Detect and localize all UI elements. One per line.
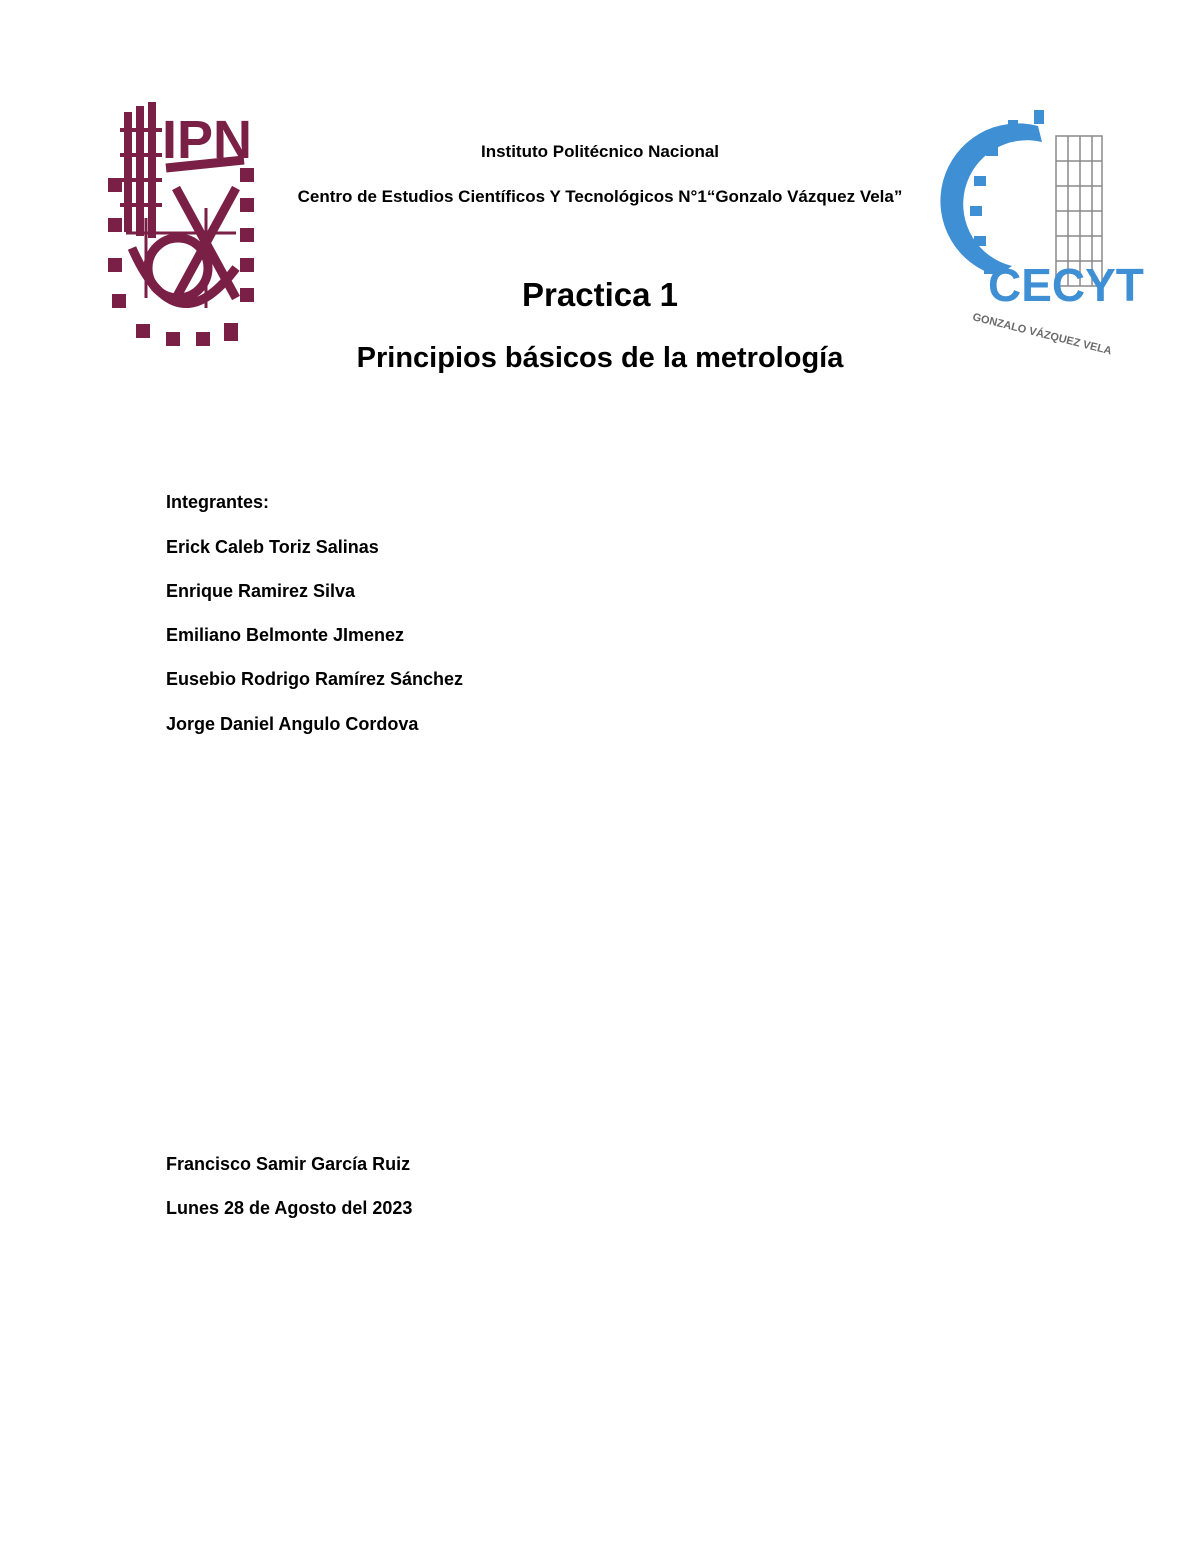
teacher-name: Francisco Samir García Ruiz	[166, 1154, 411, 1174]
practice-title: Practica 1	[522, 276, 678, 313]
ipn-logo-letters: IPN	[162, 110, 253, 170]
member-name: Erick Caleb Toriz Salinas	[166, 537, 379, 557]
cecyt-logo-subtitle: GONZALO VÁZQUEZ VELA	[971, 311, 1113, 358]
member-name: Enrique Ramirez Silva	[166, 581, 356, 601]
member-name: Eusebio Rodrigo Ramírez Sánchez	[166, 669, 464, 689]
school-name: Centro de Estudios Científicos Y Tecnológicos N°1“Gonzalo Vázquez Vela”	[297, 187, 903, 206]
members-heading: Integrantes:	[166, 492, 270, 512]
member-name: Jorge Daniel Angulo Cordova	[166, 714, 419, 734]
document-date: Lunes 28 de Agosto del 2023	[166, 1198, 413, 1218]
cecyt-logo-letters: CECYT	[988, 259, 1144, 311]
member-name: Emiliano Belmonte JImenez	[166, 625, 405, 645]
institution-name: Instituto Politécnico Nacional	[480, 142, 720, 161]
practice-topic: Principios básicos de la metrología	[356, 342, 844, 374]
